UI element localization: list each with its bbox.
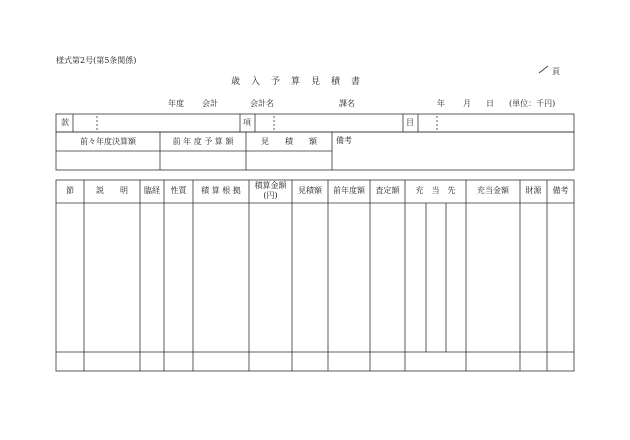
estimate-label: 見 積 額 [261,137,317,146]
fiscal-year-label: 年度 [168,99,184,108]
col-prev-year: 前年度額 [333,186,365,195]
moku-label: 目 [406,118,414,127]
detail-table-grid [56,180,574,371]
date-day: 日 [486,99,494,108]
prev-budget-label: 前 年 度 予 算 額 [172,137,234,146]
col-remarks: 備考 [552,186,569,195]
col-rinkei: 臨経 [144,186,160,195]
col-setsu: 節 [66,186,74,195]
col-calc-amount-unit: (円) [263,191,278,200]
classification-row [56,114,574,132]
form-number: 様式第2号(第5条関係) [56,56,137,65]
col-nature: 性質 [170,186,187,195]
kan-label: 款 [61,118,69,127]
page-slash [539,66,548,73]
unit-label: (単位：千円) [509,99,556,108]
remarks-label: 備考 [336,136,352,145]
date-month: 月 [463,99,471,108]
prev-prev-settlement-label: 前々年度決算額 [80,137,136,146]
page-label: 頁 [552,67,560,76]
col-basis: 積 算 根 拠 [201,186,241,195]
account-label: 会計 [202,99,218,108]
col-allocation-amount: 充当金額 [477,186,509,195]
col-calc-amount: 積算金額 [254,181,287,190]
col-funding-source: 財源 [525,186,542,195]
account-name-label: 会計名 [250,99,274,108]
col-description: 説 明 [96,186,128,195]
col-estimate: 見積額 [298,186,322,195]
section-name-label: 課名 [339,99,355,108]
kou-label: 項 [243,118,251,127]
document-title: 歳 入 予 算 見 積 書 [231,77,362,87]
col-assessed: 査定額 [375,186,400,195]
date-year: 年 [437,99,445,108]
col-allocation-target: 充 当 先 [415,186,456,195]
